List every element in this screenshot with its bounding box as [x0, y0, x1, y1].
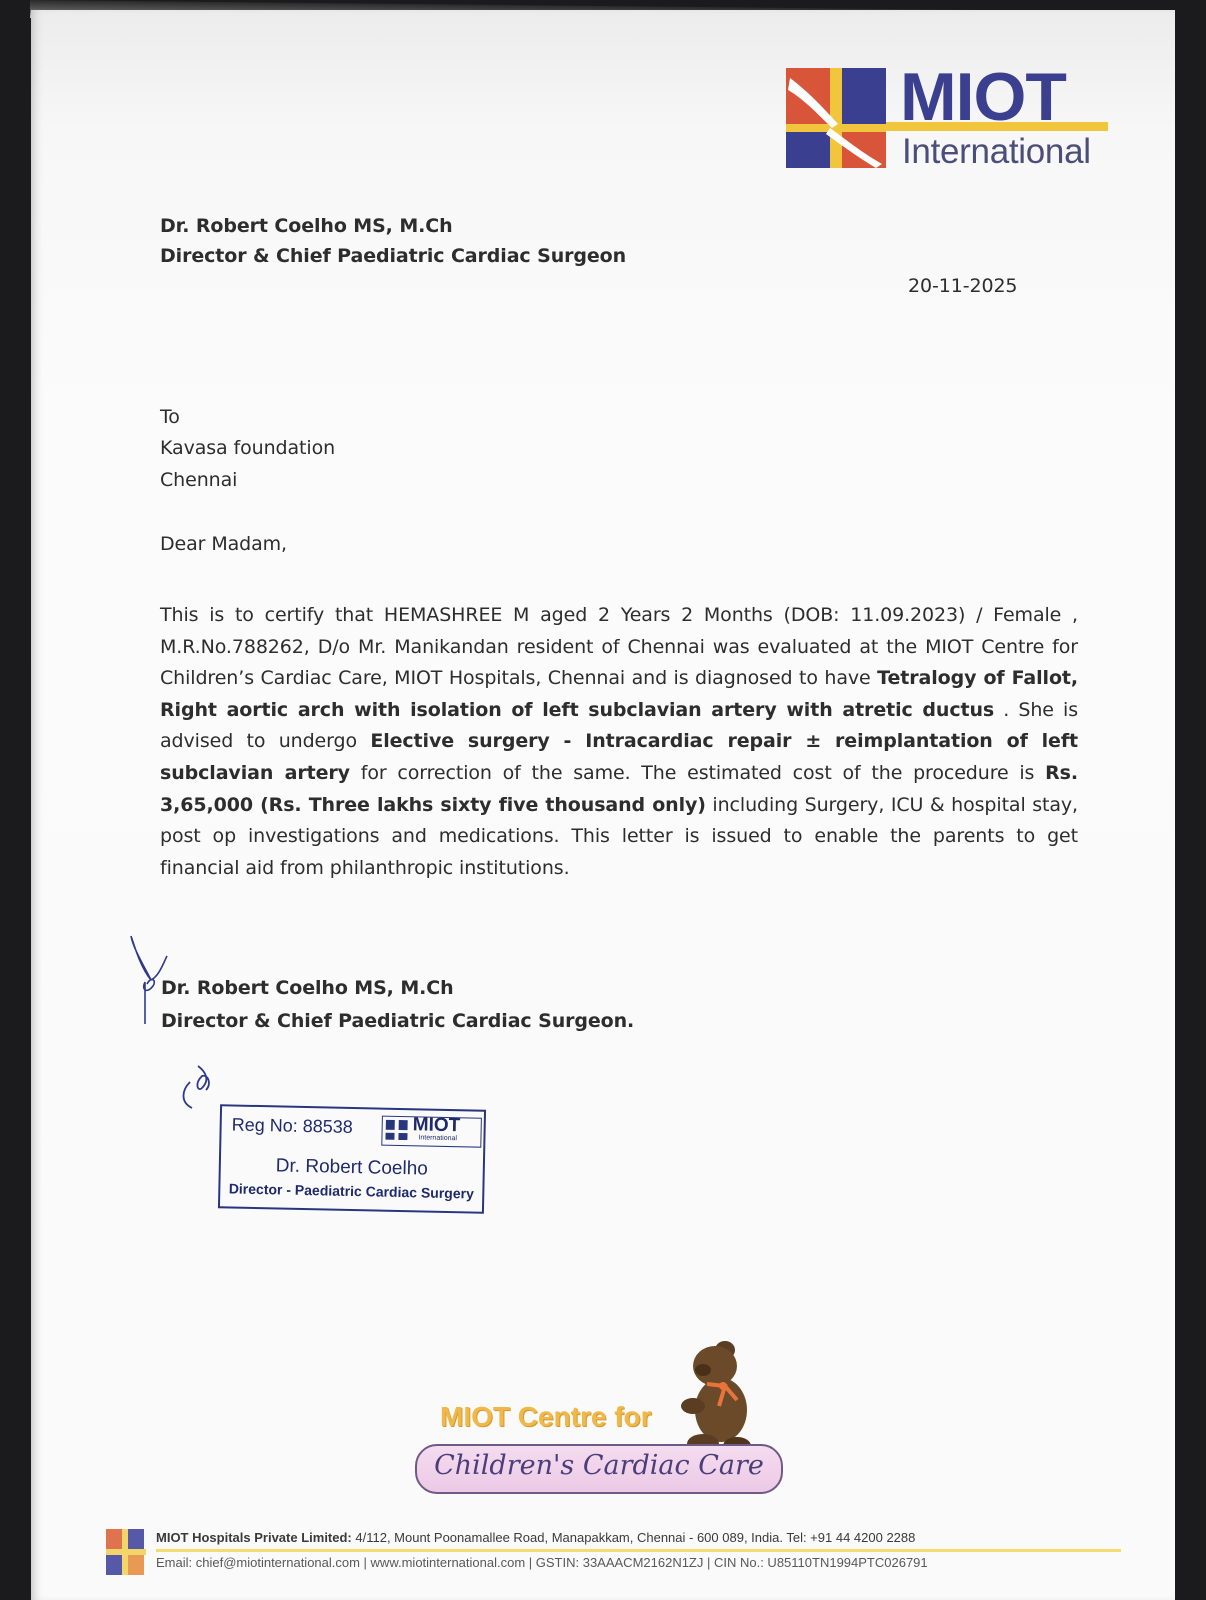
cost-text: Rs. 3,65,000 (Rs. Three lakhs sixty five thousand only) [160, 761, 1078, 816]
recipient-org: Kavasa foundation [160, 437, 336, 459]
recipient-to: To [160, 406, 180, 428]
stamp-doctor-name: Dr. Robert Coelho [275, 1155, 429, 1180]
letter-date: 20-11-2025 [908, 275, 1018, 297]
logo-brand-text: MIOT [900, 59, 1066, 135]
stamp-miot-logo [381, 1116, 482, 1148]
centre-logo-top-text: MIOT Centre for [440, 1401, 652, 1432]
salutation: Dear Madam, [160, 533, 288, 555]
teddy-bear-icon [663, 1328, 763, 1458]
signatory-name: Dr. Robert Coelho MS, M.Ch [161, 977, 454, 999]
footer-company: MIOT Hospitals Private Limited: [156, 1530, 352, 1545]
body-text-4: including Surgery, ICU & hospital stay, post op investigations and medications. This letter is issued to enable the parents to get financial aid from philanthropic institutions. [160, 793, 1078, 879]
letter-page [31, 10, 1175, 1600]
initials-scribble-icon [176, 1062, 221, 1112]
sender-title: Director & Chief Paediatric Cardiac Surgeon [160, 245, 627, 267]
body-text-2: . She is advised to undergo [160, 698, 1079, 753]
footer-yellow-rule [156, 1549, 1121, 1552]
footer-logo-mark-icon [106, 1529, 146, 1575]
doctor-stamp [218, 1104, 486, 1214]
footer-address-text: 4/112, Mount Poonamallee Road, Manapakkam, Chennai - 600 089, India. Tel: +91 44 4200 2288 [351, 1530, 916, 1545]
stamp-logo-brand: MIOT [412, 1114, 461, 1137]
recipient-city: Chennai [160, 469, 238, 491]
body-text-3: for correction of the same. The estimated cost of the procedure is [349, 761, 1046, 784]
footer-address [156, 1530, 915, 1545]
logo-sub-text: International [902, 132, 1091, 171]
miot-hands-logo-icon [786, 68, 886, 168]
stamp-reg-number: Reg No: 88538 [231, 1114, 353, 1138]
footer-contact-line: Email: chief@miotinternational.com | www.miotinternational.com | GSTIN: 33AAACM2162N1ZJ | CIN No.: U85110TN1994PTC026791 [156, 1555, 928, 1570]
diagnosis-text: Tetralogy of Fallot, Right aortic arch with isolation of left subclavian artery with atretic ductus [160, 667, 1079, 721]
miot-logo [786, 59, 1116, 176]
signatory-title: Director & Chief Paediatric Cardiac Surgeon. [161, 1010, 635, 1032]
sender-name: Dr. Robert Coelho MS, M.Ch [160, 215, 453, 237]
stamp-doctor-title: Director - Paediatric Cardiac Surgery [228, 1180, 475, 1202]
body-text-1: This is to certify that HEMASHREE M aged 2 Years 2 Months (DOB: 11.09.2023) / Female , M.R.No.788262, D/o Mr. Manikandan resident of Chennai was evaluated at the MIOT Centre for Children’s Cardiac Care, MIOT Hospitals, Chennai and is diagnosed to have [160, 604, 1078, 690]
stamp-logo-mark-icon [385, 1120, 407, 1140]
centre-logo-bottom-text: Children's Cardiac Care [434, 1450, 764, 1481]
stamp-logo-sub: International [418, 1134, 458, 1143]
centre-logo-pill [415, 1444, 783, 1494]
certificate-paragraph [160, 600, 1078, 884]
procedure-text: Elective surgery - Intracardiac repair ± reimplantation of left subclavian artery [160, 730, 1078, 784]
